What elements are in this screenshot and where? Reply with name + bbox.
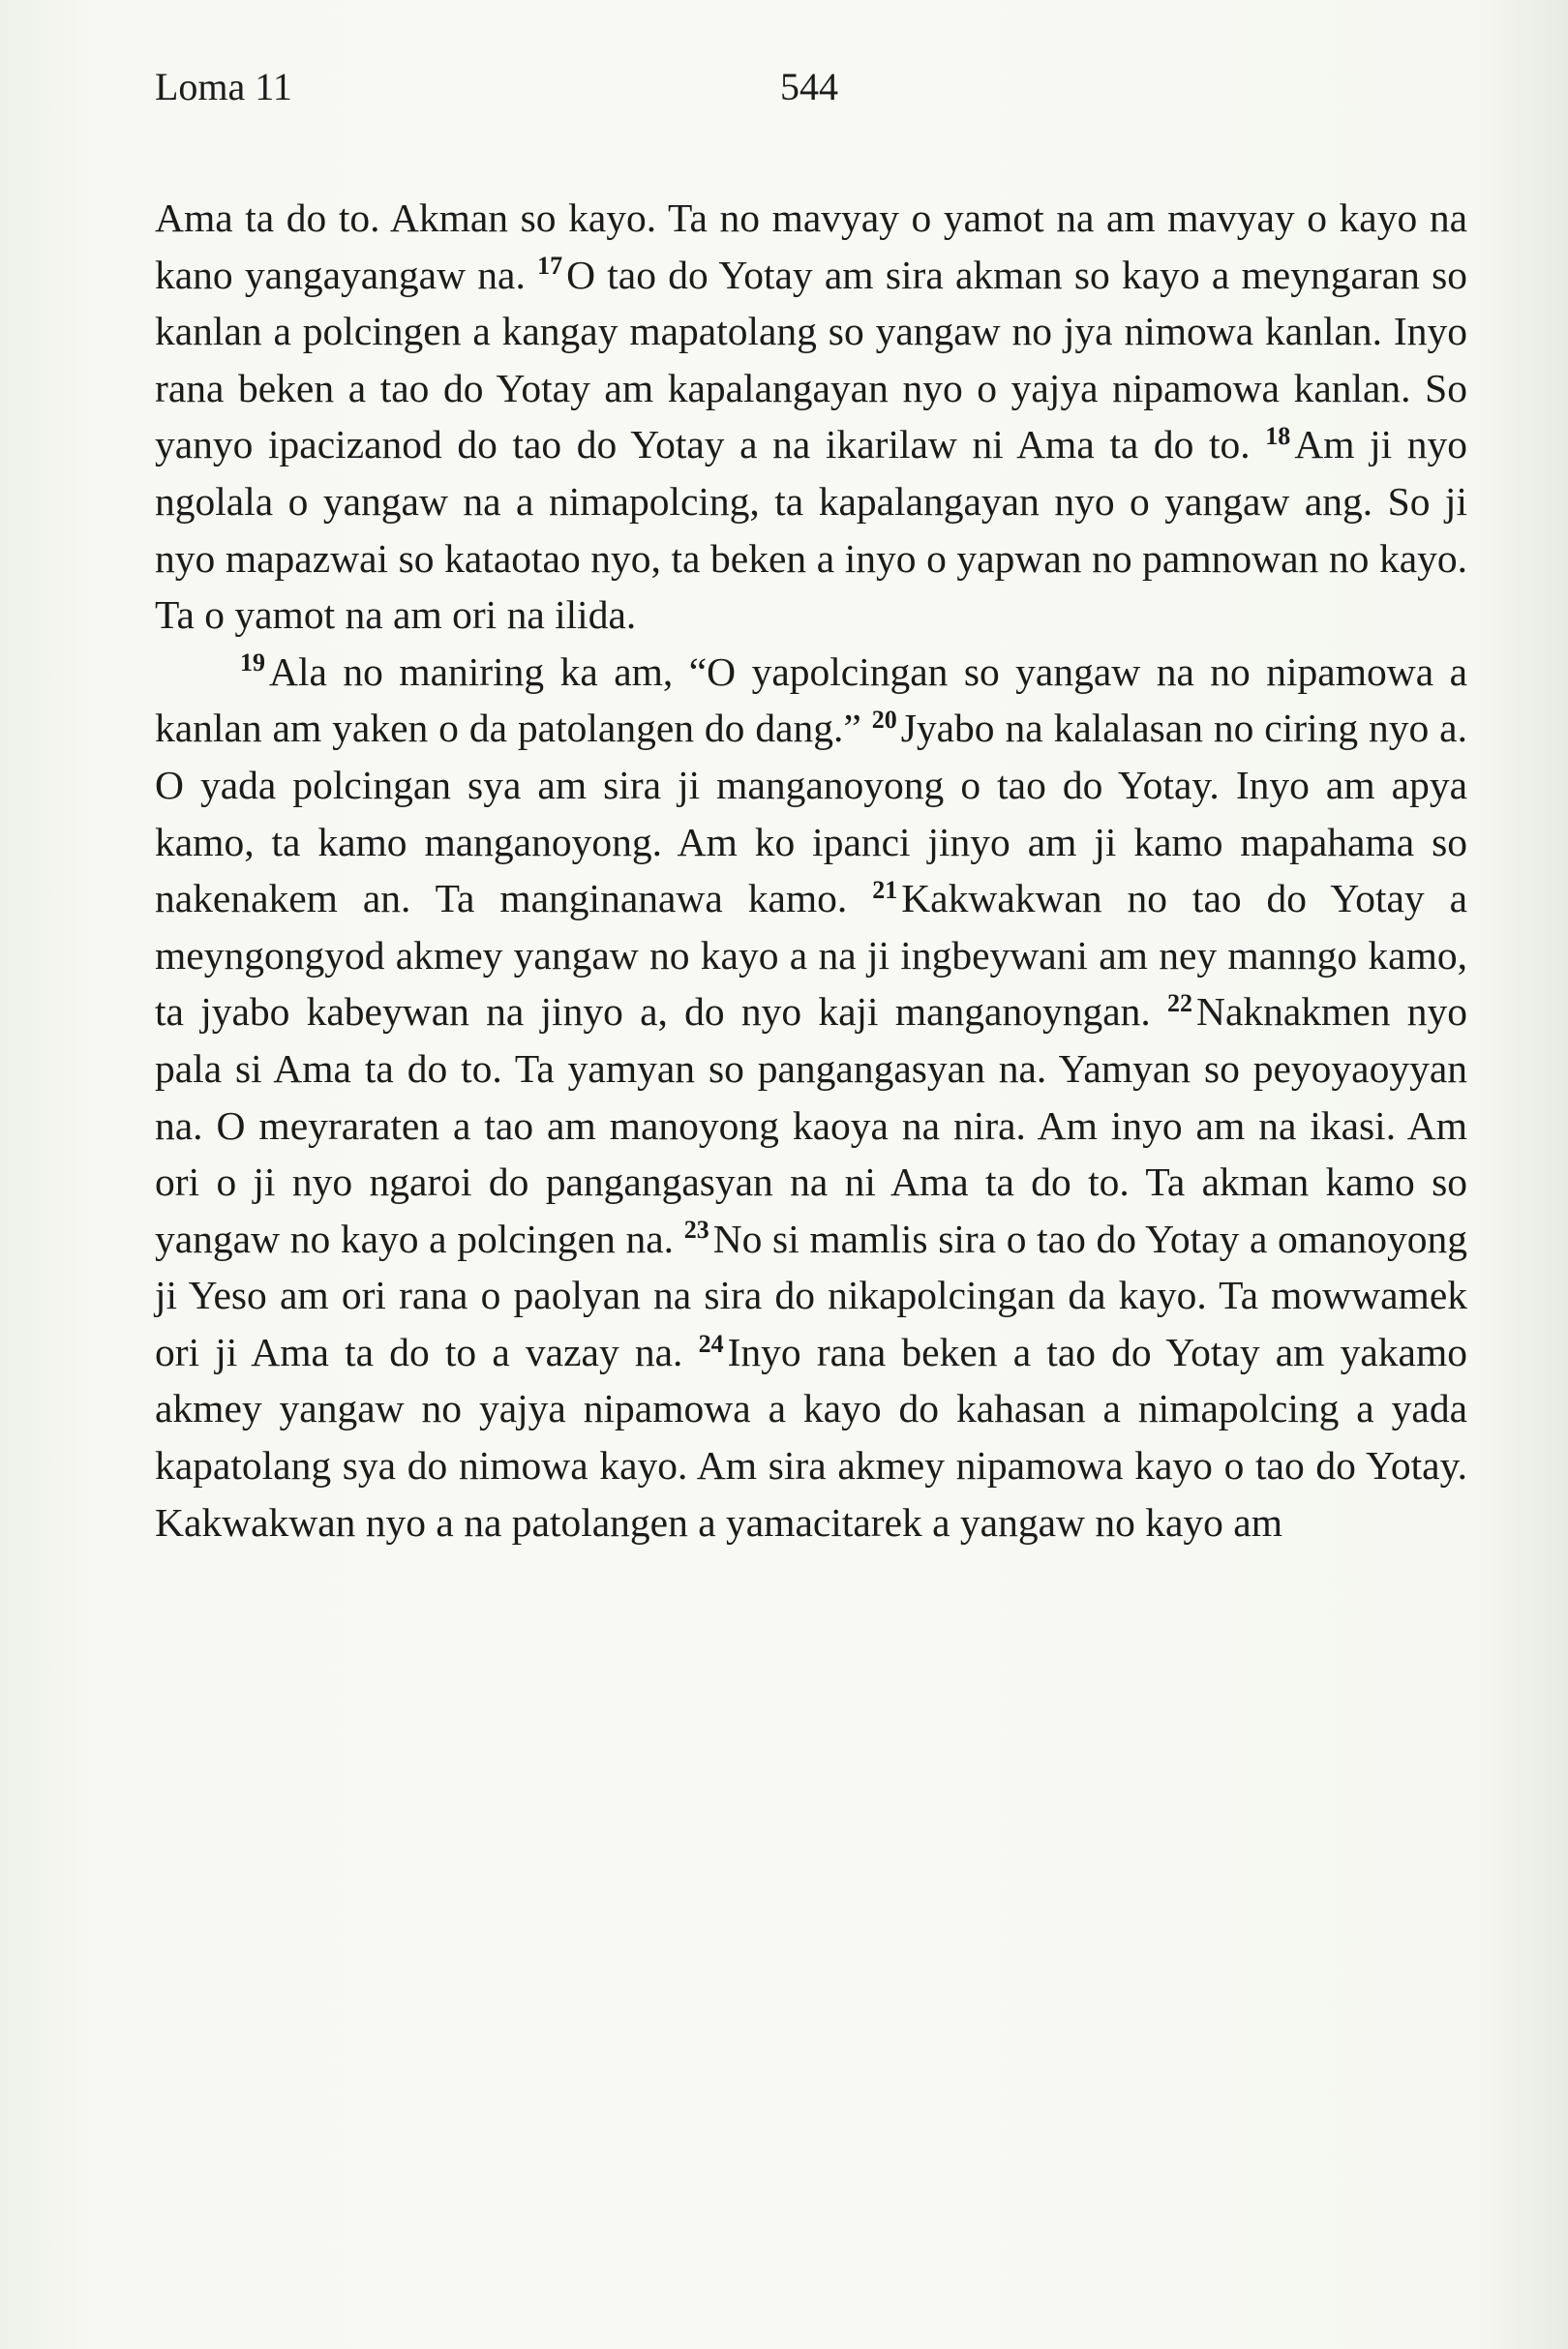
paragraph [155, 190, 1467, 644]
verse-number: 17 [537, 252, 563, 281]
verse-text: O tao do Yotay am sira akman so kayo a meyngaran so kanlan a polcingen a kangay mapatolang so yangaw no jya nimowa kanlan. Inyo rana beken a tao do Yotay am kapalangayan nyo o yajya nipamowa kanlan. So yanyo ipacizanod do tao do Yotay a na ikarilaw ni Ama ta do to. [155, 252, 1467, 467]
verse-number: 18 [1265, 422, 1291, 451]
verse-text: Jyabo na kalalasan no ciring nyo a. O yada polcingan sya am sira ji manganoyong o tao do Yotay. Inyo am apya kamo, ta kamo manganoyong. Am ko ipanci jinyo am ji kamo mapahama so nakenakem an. Ta manginanawa kamo. [155, 706, 1467, 921]
verse-number: 20 [871, 706, 897, 735]
paragraph [155, 644, 1467, 1551]
verse-number: 23 [683, 1216, 709, 1245]
verse-text: Naknakmen nyo pala si Ama ta do to. Ta yamyan so pangangasyan na. Yamyan so peyoyaoyyan na. O meyraraten a tao am manoyong kaoya na nira. Am inyo am na ikasi. Am ori o ji nyo ngaroi do pangangasyan na ni Ama ta do to. Ta akman kamo so yangaw no kayo a polcingen na. [155, 989, 1468, 1261]
verse-text: Kakwakwan no tao do Yotay a meyngongyod akmey yangaw no kayo a na ji ingbeywani am ney manngo kamo, ta jyabo kabeywan na jinyo a, do nyo kaji manganoyngan. [155, 876, 1467, 1035]
verse-number: 21 [872, 875, 898, 904]
verse-number: 22 [1167, 989, 1192, 1018]
body-text [155, 190, 1467, 1551]
verse-text: No si mamlis sira o tao do Yotay a omanoyong ji Yeso am ori rana o paolyan na sira do nikapolcingan da kayo. Ta mowwamek ori ji Ama ta do to a vazay na. [155, 1216, 1467, 1374]
book-chapter-title: Loma 11 [155, 65, 292, 108]
verse-text: Ama ta do to. Akman so kayo. Ta no mavyay o yamot na am mavyay o kayo na kano yangayangaw na. [155, 196, 1467, 297]
verse-text: Am ji nyo ngolala o yangaw na a nimapolcing, ta kapalangayan nyo o yangaw ang. So ji nyo mapazwai so kataotao nyo, ta beken a inyo o yapwan no pamnowan no kayo. Ta o yamot na am ori na ilida. [155, 422, 1467, 638]
verse-text: Inyo rana beken a tao do Yotay am yakamo akmey yangaw no yajya nipamowa a kayo do kahasan a nimapolcing a yada kapatolang sya do nimowa kayo. Am sira akmey nipamowa kayo o tao do Yotay. Kakwakwan nyo a na patolangen a yamacitarek a yangaw no kayo am [155, 1329, 1467, 1545]
verse-number: 19 [240, 648, 265, 678]
running-head [155, 64, 1471, 122]
verse-number: 24 [698, 1329, 724, 1358]
page-number: 544 [780, 65, 838, 108]
verse-text: Ala no maniring ka am, “O yapolcingan so yangaw na no nipamowa a kanlan am yaken o da patolangen do dang.” [155, 648, 1467, 751]
